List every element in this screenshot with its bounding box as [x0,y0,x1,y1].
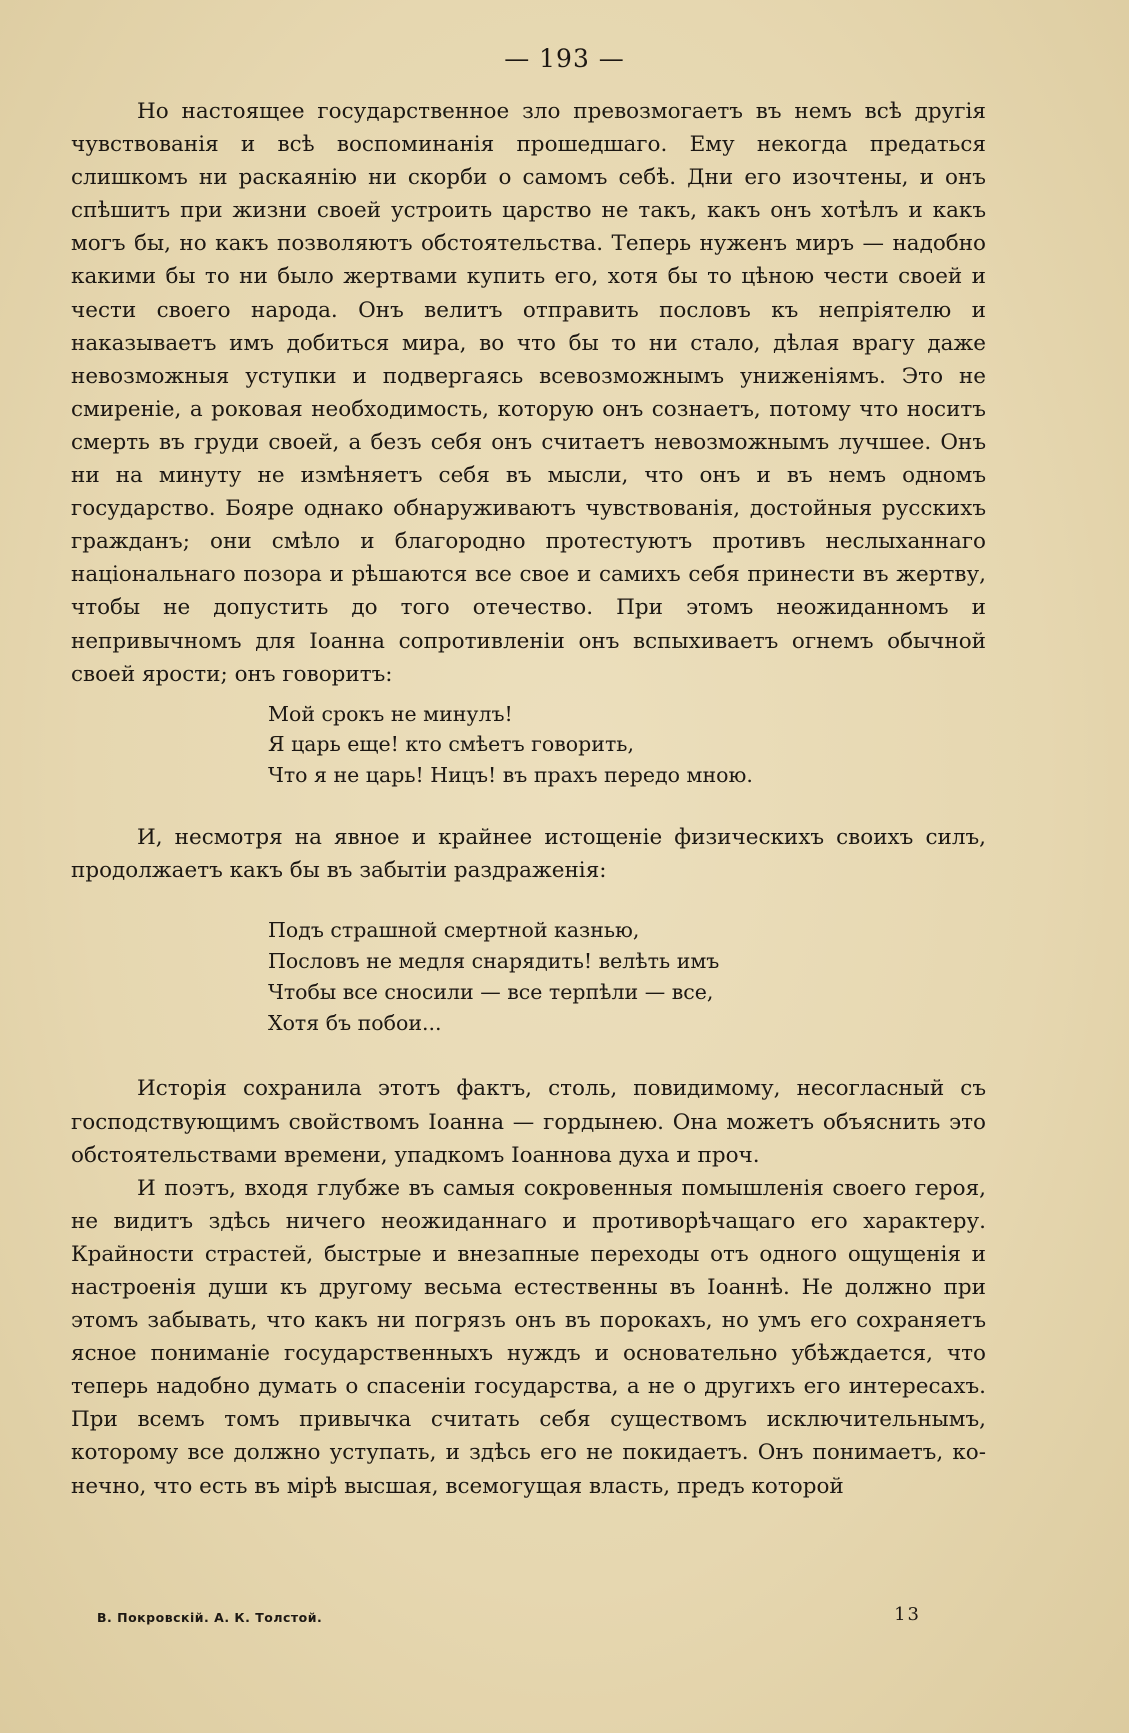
verse-line: Хотя бъ побои... [268,1010,442,1035]
verse-quote-2 [71,915,986,1038]
page-number: — 193 — [504,44,625,73]
verse-line: Подъ страшной смертной казнью, [268,918,640,943]
paragraph-history: Исторія сохранила этотъ фактъ, столь, повидимому, несогласный съ господствующимъ свойствомъ Іоанна — гордынею. Она можетъ объяснить это обстоятельствами времени, упадкомъ Іоаннова духа и проч. [71,1076,986,1168]
verse-line: Я царь еще! кто смѣетъ говорить, [268,732,634,757]
page-footer [97,1604,937,1634]
body-text [71,95,986,1503]
paragraph-poet: И поэтъ, входя глубже въ самыя сокровенныя помышленія своего героя, не видитъ здѣсь ничего неожиданнаго и противорѣчащаго его характеру. Крайности страстей, быстрые и внезапные переходы отъ одного ощущенія и настроенія души къ другому весьма естественны въ Іоаннѣ. Не должно при этомъ забывать, что какъ ни погрязъ онъ въ порокахъ, но умъ его сохраняетъ ясное пониманіе государственныхъ нуждъ и основательно убѣждается, что теперь надобно думать о спасеніи государства, а не о другихъ его интересахъ. При всемъ томъ привычка считать себя существомъ исключительнымъ, которому все должно уступать, и здѣсь его не покидаетъ. Онъ понимаетъ, конечно, что есть въ мірѣ высшая, всемогущая власть, предъ которой [71,1175,986,1499]
paragraph-exhaustion: И, несмотря на явное и крайнее истощеніе физическихъ своихъ силъ, продолжаетъ какъ бы въ забытіи раздраженія: [71,825,986,884]
paragraph-boyars-protest: Но настоящее государственное зло превозмогаетъ въ немъ всѣ другія чувствованія и всѣ воспоминанія прошедшаго. Ему некогда предаться слишкомъ ни раскаянію ни скорби о самомъ себѣ. Дни его изочтены, и онъ спѣшитъ при жизни своей устроить царство не такъ, какъ онъ хотѣлъ и какъ могъ бы, но какъ позволяютъ обстоятельства. Теперь нуженъ миръ — надобно какими бы то ни было жертвами купить его, хотя бы то цѣною чести своей и чести своего народа. Онъ велитъ отправить пословъ къ непріятелю и наказываетъ имъ добиться мира, во что бы то ни стало, дѣлая врагу даже невозможныя уступки и подвергаясь всевозможнымъ униженіямъ. Это не смиреніе, а роковая необходимость, которую онъ сознаетъ, потому что носитъ смерть въ груди своей, а безъ себя онъ считаетъ невозможнымъ лучшее. Онъ ни на минуту не измѣняетъ себя въ мысли, что онъ и въ немъ одномъ государство. Бояре однако обнаруживаютъ чувствованія, достойныя русскихъ гражданъ; они смѣло и благородно протестуютъ противъ неслыханнаго національнаго позора и рѣшаются все свое и самихъ себя принести въ жертву, чтобы не допустить до того отечество. При этомъ неожиданномъ и непривычномъ для Іоанна сопротивленіи онъ вспыхиваетъ огнемъ обычной своей ярости; онъ говоритъ: [71,99,986,687]
footer-signature: В. Покровскій. А. К. Толстой. [97,1610,323,1625]
verse-line: Мой срокъ не минулъ! [268,701,513,726]
verse-quote-1 [71,699,986,791]
verse-line: Чтобы все сносили — все терпѣли — все, [268,979,714,1004]
verse-line: Что я не царь! Ницъ! въ прахъ передо мною. [268,763,753,788]
sheet-number: 13 [894,1604,921,1625]
verse-line: Пословъ не медля снарядить! велѣть имъ [268,949,720,974]
